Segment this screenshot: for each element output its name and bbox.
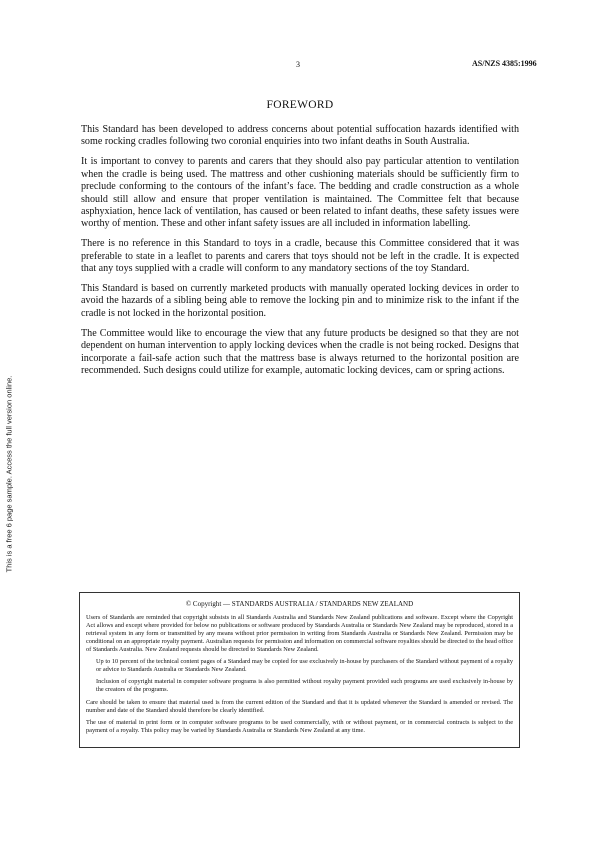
paragraph-1: This Standard has been developed to address concerns about potential suffocation hazards identified with some rocking cradles following two coronial enquiries into two infant deaths in South Australia. xyxy=(81,124,519,148)
copyright-paragraph: The use of material in print form or in computer software programs to be used commercially, with or without payment, or in commercial contracts is subject to the payment of a royalty. This policy may be varied by Standards Australia or Standards New Zealand at any time. xyxy=(86,718,513,734)
foreword-body xyxy=(81,124,519,385)
copyright-paragraph: Up to 10 percent of the technical content pages of a Standard may be copied for use exclusively in-house by purchasers of the Standard without payment of a royalty or advice to Standards Australia or Standards New Zealand. xyxy=(96,658,513,673)
copyright-notice xyxy=(79,592,520,748)
page-title: FOREWORD xyxy=(266,99,334,111)
standard-code: AS/NZS 4385:1996 xyxy=(472,59,537,68)
page-number: 3 xyxy=(296,60,300,69)
copyright-paragraph: Users of Standards are reminded that copyright subsists in all Standards Australia and Standards New Zealand publications and software. Except where the Copyright Act allows and except where provided for below no publications or software produced by Standards Australia or Standards New Zealand may be reproduced, stored in a retrieval system in any form or transmitted by any means without prior permission in writing from Standards Australia or Standards New Zealand. Permission may be conditional on an appropriate royalty payment. Australian requests for permission and information on commercial software royalties should be directed to the head office of Standards Australia. New Zealand requests should be directed to Standards New Zealand. xyxy=(86,614,513,653)
sample-notice: This is a free 6 page sample. Access the full version online. xyxy=(4,375,14,573)
paragraph-3: There is no reference in this Standard to toys in a cradle, because this Committee considered that it was preferable to state in a leaflet to parents and carers that toys should not be left in the cradle. It is expected that any toys supplied with a cradle will conform to any mandatory sections of the toy Standard. xyxy=(81,238,519,275)
paragraph-4: This Standard is based on currently marketed products with manually operated locking devices in order to avoid the hazards of a sibling being able to remove the locking pin and to minimize risk to the infant if the cradle is not locked in the horizontal position. xyxy=(81,282,519,319)
copyright-paragraph: Care should be taken to ensure that material used is from the current edition of the Standard and that it is updated whenever the Standard is amended or revised. The number and date of the Standard should therefore be clearly identified. xyxy=(86,698,513,714)
copyright-title: © Copyright — STANDARDS AUSTRALIA / STANDARDS NEW ZEALAND xyxy=(185,600,414,608)
paragraph-2: It is important to convey to parents and carers that they should also pay particular attention to ventilation when the cradle is being used. The mattress and other cushioning materials should be sufficiently firm to preclude conforming to the contours of the infant’s face. The bedding and cradle construction as a whole should still allow and ensure that proper ventilation is maintained. The Committee felt that because asphyxiation, hence lack of ventilation, has caused or been related to infant deaths, these safety issues were worthy of mention. These and other infant safety issues are all included in information labelling. xyxy=(81,156,519,230)
paragraph-5: The Committee would like to encourage the view that any future products be designed so that they are not dependent on human intervention to apply locking devices when the cradle is not being rocked. Designs that incorporate a fail-safe action such that the mattress base is always returned to the horizontal position are recommended. Such designs could utilize for example, automatic locking devices, cam or spring actions. xyxy=(81,327,519,376)
copyright-paragraph: Inclusion of copyright material in computer software programs is also permitted without royalty payment provided such programs are used exclusively in-house by the creators of the programs. xyxy=(96,678,513,694)
